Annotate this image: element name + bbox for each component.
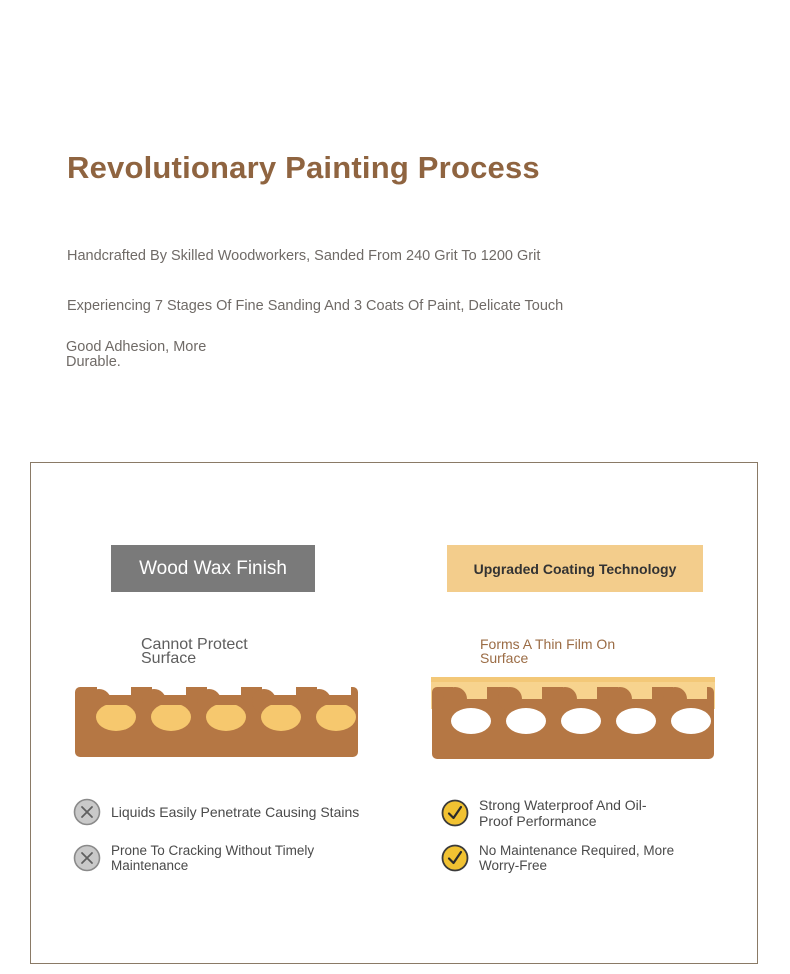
comparison-panel [30, 462, 758, 964]
wood-wax-label-text: Wood Wax Finish [139, 557, 287, 579]
wax-feature-stains [73, 798, 359, 826]
coating-feature-maintenance-text: No Maintenance Required, More Worry-Free [479, 843, 675, 873]
check-icon [441, 844, 469, 872]
wax-feature-stains-text: Liquids Easily Penetrate Causing Stains [111, 803, 360, 820]
cross-icon [73, 798, 101, 826]
intro-line-sanding: Handcrafted By Skilled Woodworkers, Sanded From 240 Grit To 1200 Grit [67, 248, 541, 264]
intro-line-stages: Experiencing 7 Stages Of Fine Sanding And 3 Coats Of Paint, Delicate Touch [67, 298, 564, 314]
wax-feature-cracking [73, 843, 341, 873]
wax-cross-section-diagram [73, 681, 360, 759]
wax-feature-cracking-text: Prone To Cracking Without Timely Maintenance [111, 843, 315, 873]
wood-wax-label [111, 545, 315, 592]
coating-film-edge [431, 677, 715, 682]
intro-line-adhesion: Good Adhesion, More Durable. [66, 339, 207, 370]
coating-feature-waterproof-text: Strong Waterproof And Oil-Proof Performance [479, 797, 647, 829]
coating-feature-maintenance [441, 843, 709, 873]
coating-feature-waterproof [441, 797, 649, 829]
coating-subtitle: Forms A Thin Film On Surface [480, 636, 616, 666]
cross-icon [73, 844, 101, 872]
coating-cross-section-diagram [431, 677, 715, 761]
check-icon [441, 799, 469, 827]
coating-label-text: Upgraded Coating Technology [473, 560, 677, 577]
wax-subtitle: Cannot Protect Surface [141, 636, 248, 667]
coating-label [447, 545, 703, 592]
page-title: Revolutionary Painting Process [67, 150, 540, 185]
